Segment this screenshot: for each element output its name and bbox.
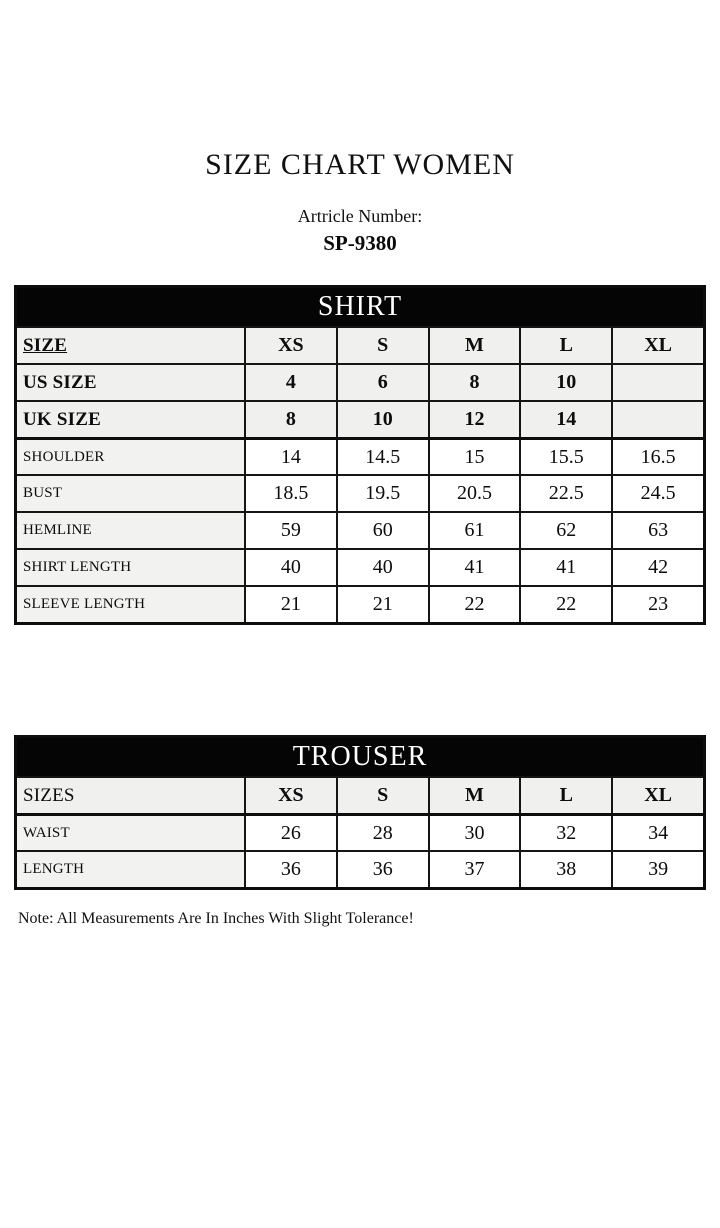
table-cell: 24.5 xyxy=(611,476,703,511)
table-cell: 14.5 xyxy=(336,440,428,474)
row-label: SLEEVE LENGTH xyxy=(23,596,146,612)
table-cell: 30 xyxy=(428,816,520,850)
row-label-cell xyxy=(17,550,244,585)
row-label-cell xyxy=(17,328,244,363)
row-label-cell xyxy=(17,402,244,437)
table-cell: 40 xyxy=(336,550,428,585)
row-label-cell xyxy=(17,476,244,511)
table-row xyxy=(17,511,703,548)
table-cell: 6 xyxy=(336,365,428,400)
shirt-size-table xyxy=(14,285,706,625)
table-cell: 21 xyxy=(336,587,428,622)
row-label: SHOULDER xyxy=(23,448,105,465)
article-number-value: SP-9380 xyxy=(323,231,397,255)
table-cell xyxy=(611,402,703,437)
table-cell: 61 xyxy=(428,513,520,548)
table-row xyxy=(17,474,703,511)
table-cell: M xyxy=(428,778,520,813)
table-row xyxy=(17,776,703,813)
table-cell: 60 xyxy=(336,513,428,548)
table-cell: M xyxy=(428,328,520,363)
table-cell: 32 xyxy=(519,816,611,850)
table-cell: 38 xyxy=(519,852,611,887)
table-row xyxy=(17,548,703,585)
measurement-note: Note: All Measurements Are In Inches With Slight Tolerance! xyxy=(18,910,414,927)
row-label-cell xyxy=(17,365,244,400)
table-cell: 14 xyxy=(519,402,611,437)
row-label-cell xyxy=(17,778,244,813)
row-label: US SIZE xyxy=(23,371,97,393)
row-label: LENGTH xyxy=(23,861,85,877)
table-cell: XS xyxy=(244,328,336,363)
table-row xyxy=(17,437,703,474)
row-label: UK SIZE xyxy=(23,408,101,430)
table-cell: 16.5 xyxy=(611,440,703,474)
table-cell: 22 xyxy=(519,587,611,622)
table-cell: 39 xyxy=(611,852,703,887)
table-cell: 36 xyxy=(336,852,428,887)
row-label: HEMLINE xyxy=(23,522,92,538)
row-label: SIZES xyxy=(23,784,75,806)
table-cell: 22.5 xyxy=(519,476,611,511)
table-cell: 15 xyxy=(428,440,520,474)
table-cell: 19.5 xyxy=(336,476,428,511)
table-cell: S xyxy=(336,328,428,363)
table-cell: 41 xyxy=(428,550,520,585)
table-cell: 10 xyxy=(519,365,611,400)
table-row xyxy=(17,326,703,363)
table-cell: 4 xyxy=(244,365,336,400)
table-cell: 15.5 xyxy=(519,440,611,474)
table-row xyxy=(17,585,703,622)
table-cell: 10 xyxy=(336,402,428,437)
table-cell: 37 xyxy=(428,852,520,887)
table-row xyxy=(17,400,703,437)
table-cell: L xyxy=(519,328,611,363)
table-cell: XL xyxy=(611,778,703,813)
table-row xyxy=(17,813,703,850)
row-label-cell xyxy=(17,513,244,548)
table-cell: 42 xyxy=(611,550,703,585)
table-cell: 26 xyxy=(244,816,336,850)
table-cell: 62 xyxy=(519,513,611,548)
table-cell: 36 xyxy=(244,852,336,887)
table-cell: 8 xyxy=(428,365,520,400)
table-cell: 63 xyxy=(611,513,703,548)
article-number-label: Artricle Number: xyxy=(297,206,423,226)
table-cell: 34 xyxy=(611,816,703,850)
table-row xyxy=(17,850,703,887)
row-label: SHIRT LENGTH xyxy=(23,559,132,575)
row-label: SIZE xyxy=(23,334,68,356)
table-cell: XS xyxy=(244,778,336,813)
table-cell: XL xyxy=(611,328,703,363)
table-cell: 28 xyxy=(336,816,428,850)
trouser-table-banner: TROUSER xyxy=(17,738,703,776)
table-cell: 23 xyxy=(611,587,703,622)
table-cell: 59 xyxy=(244,513,336,548)
table-cell: 14 xyxy=(244,440,336,474)
row-label: WAIST xyxy=(23,824,70,841)
table-cell: 20.5 xyxy=(428,476,520,511)
table-cell xyxy=(611,365,703,400)
shirt-table-banner: SHIRT xyxy=(17,288,703,326)
table-cell: 41 xyxy=(519,550,611,585)
trouser-size-table xyxy=(14,735,706,890)
table-cell: L xyxy=(519,778,611,813)
row-label: BUST xyxy=(23,485,63,501)
row-label-cell xyxy=(17,440,244,474)
table-cell: 8 xyxy=(244,402,336,437)
table-cell: 40 xyxy=(244,550,336,585)
table-cell: 21 xyxy=(244,587,336,622)
row-label-cell xyxy=(17,587,244,622)
table-cell: 18.5 xyxy=(244,476,336,511)
table-row xyxy=(17,363,703,400)
table-cell: 22 xyxy=(428,587,520,622)
table-cell: S xyxy=(336,778,428,813)
page-title: SIZE CHART WOMEN xyxy=(205,148,515,181)
table-cell: 12 xyxy=(428,402,520,437)
size-chart-page xyxy=(0,148,720,1228)
row-label-cell xyxy=(17,816,244,850)
row-label-cell xyxy=(17,852,244,887)
